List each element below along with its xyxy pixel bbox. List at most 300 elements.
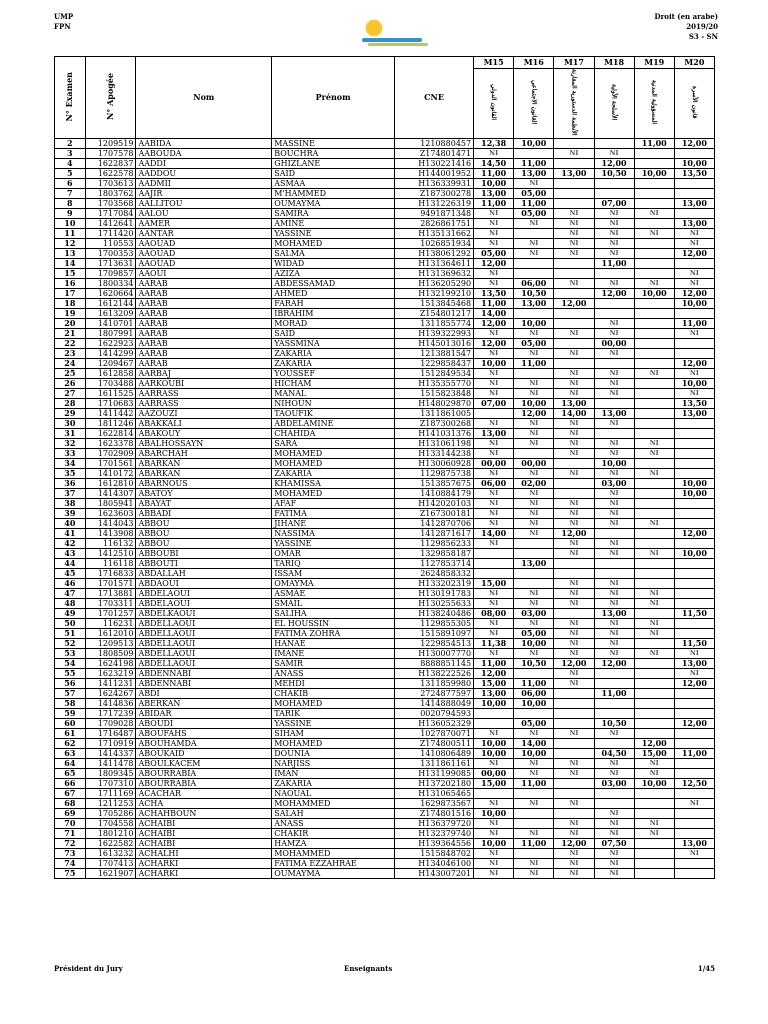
cell-m15: NI (474, 238, 514, 248)
cell-cne: 1515891097 (395, 628, 474, 638)
cell-m17: NI (554, 758, 594, 768)
cell-prenom: IBRAHIM (272, 308, 395, 318)
cell-m15: 14,50 (474, 158, 514, 168)
cell-m15: 10,00 (474, 748, 514, 758)
cell-m16: 06,00 (514, 688, 554, 698)
cell-m18 (594, 568, 634, 578)
cell-exam-number: 37 (55, 488, 86, 498)
cell-apogee-number: 1709857 (85, 268, 136, 278)
table-row (55, 548, 715, 558)
cell-m20 (674, 738, 714, 748)
cell-nom: ABDI (136, 688, 272, 698)
cell-prenom: SAMIR (272, 658, 395, 668)
cell-m16: 13,00 (514, 298, 554, 308)
cell-m19 (634, 328, 674, 338)
table-row (55, 218, 715, 228)
cell-apogee-number: 1717239 (85, 708, 136, 718)
cell-m15: NI (474, 518, 514, 528)
cell-m16 (514, 258, 554, 268)
cell-exam-number: 53 (55, 648, 86, 658)
cell-m20 (674, 588, 714, 598)
header-module-label: الأسلحة الأولية (594, 69, 634, 139)
cell-nom: ABARNOUS (136, 478, 272, 488)
cell-m20 (674, 438, 714, 448)
cell-m20 (674, 428, 714, 438)
cell-m19 (634, 198, 674, 208)
cell-exam-number: 10 (55, 218, 86, 228)
cell-m19 (634, 248, 674, 258)
cell-m20: 12,00 (674, 288, 714, 298)
cell-m15: 11,00 (474, 168, 514, 178)
cell-apogee-number: 1623603 (85, 508, 136, 518)
cell-m16 (514, 808, 554, 818)
cell-exam-number: 26 (55, 378, 86, 388)
cell-apogee-number: 1703311 (85, 598, 136, 608)
cell-m19: 12,00 (634, 738, 674, 748)
cell-cne: H136052329 (395, 718, 474, 728)
cell-exam-number: 17 (55, 288, 86, 298)
cell-m20: 13,00 (674, 198, 714, 208)
cell-exam-number: 56 (55, 678, 86, 688)
cell-m16: 11,00 (514, 678, 554, 688)
cell-m17: NI (554, 868, 594, 878)
cell-cne: H138222526 (395, 668, 474, 678)
cell-exam-number: 8 (55, 198, 86, 208)
cell-prenom: MASSINE (272, 138, 395, 148)
cell-prenom: IMANE (272, 648, 395, 658)
cell-m16: 10,00 (514, 638, 554, 648)
cell-m18: NI (594, 238, 634, 248)
cell-m16: 12,00 (514, 408, 554, 418)
cell-nom: AARAB (136, 298, 272, 308)
cell-exam-number: 74 (55, 858, 86, 868)
cell-apogee-number: 1713881 (85, 588, 136, 598)
cell-exam-number: 46 (55, 578, 86, 588)
cell-exam-number: 40 (55, 518, 86, 528)
cell-exam-number: 67 (55, 788, 86, 798)
cell-m20 (674, 448, 714, 458)
cell-m19: NI (634, 208, 674, 218)
cell-prenom: GHIZLANE (272, 158, 395, 168)
cell-m20: 10,00 (674, 378, 714, 388)
cell-m20 (674, 538, 714, 548)
cell-prenom: TARIQ (272, 558, 395, 568)
cell-m20: 13,50 (674, 398, 714, 408)
cell-m16: NI (514, 388, 554, 398)
cell-apogee-number: 1711169 (85, 788, 136, 798)
cell-exam-number: 23 (55, 348, 86, 358)
cell-m19: NI (634, 768, 674, 778)
cell-m19: NI (634, 828, 674, 838)
cell-exam-number: 9 (55, 208, 86, 218)
cell-apogee-number: 1717084 (85, 208, 136, 218)
cell-exam-number: 6 (55, 178, 86, 188)
cell-m18: 10,00 (594, 458, 634, 468)
cell-m16: NI (514, 238, 554, 248)
logo-sun-icon (364, 18, 384, 38)
cell-exam-number: 14 (55, 258, 86, 268)
cell-prenom: SIHAM (272, 728, 395, 738)
cell-m16: NI (514, 508, 554, 518)
cell-prenom: FARAH (272, 298, 395, 308)
cell-m18: 11,00 (594, 688, 634, 698)
cell-m19: NI (634, 278, 674, 288)
cell-nom: ABDELLAOUI (136, 618, 272, 628)
cell-m16: NI (514, 868, 554, 878)
cell-nom: ABBOUTI (136, 558, 272, 568)
cell-apogee-number: 1622578 (85, 168, 136, 178)
cell-m18: 07,50 (594, 838, 634, 848)
cell-m19: NI (634, 618, 674, 628)
cell-m18: 12,00 (594, 288, 634, 298)
cell-nom: ABDELLAOUI (136, 648, 272, 658)
cell-m20 (674, 308, 714, 318)
cell-m15: 10,00 (474, 838, 514, 848)
cell-cne: H132379740 (395, 828, 474, 838)
cell-cne: H138061292 (395, 248, 474, 258)
cell-prenom: NARJISS (272, 758, 395, 768)
cell-m18: NI (594, 208, 634, 218)
cell-apogee-number: 1716487 (85, 728, 136, 738)
cell-m16: 10,00 (514, 748, 554, 758)
table-row (55, 348, 715, 358)
cell-m19: NI (634, 598, 674, 608)
cell-m19 (634, 698, 674, 708)
table-row (55, 668, 715, 678)
cell-m19 (634, 858, 674, 868)
header-module-code: M16 (514, 57, 554, 69)
cell-m19 (634, 658, 674, 668)
cell-m16: NI (514, 618, 554, 628)
table-row (55, 638, 715, 648)
cell-m20 (674, 518, 714, 528)
cell-m20: NI (674, 668, 714, 678)
cell-m18 (594, 268, 634, 278)
cell-prenom: MEHDI (272, 678, 395, 688)
cell-prenom: CHAKIR (272, 828, 395, 838)
cell-m19: NI (634, 818, 674, 828)
cell-prenom: YASSMINA (272, 338, 395, 348)
table-row (55, 518, 715, 528)
cell-exam-number: 34 (55, 458, 86, 468)
cell-m20: 12,50 (674, 778, 714, 788)
cell-nom: AADDOU (136, 168, 272, 178)
footer-teachers: Enseignants (344, 964, 393, 973)
cell-cne: 1127853714 (395, 558, 474, 568)
table-row (55, 748, 715, 758)
cell-apogee-number: 1805941 (85, 498, 136, 508)
cell-nom: ABDELLAOUI (136, 658, 272, 668)
cell-m19 (634, 398, 674, 408)
cell-m15: 10,00 (474, 698, 514, 708)
table-row (55, 258, 715, 268)
cell-m16: NI (514, 858, 554, 868)
header-module-code: M19 (634, 57, 674, 69)
cell-m18: NI (594, 448, 634, 458)
cell-m16: 10,00 (514, 398, 554, 408)
cell-m17: NI (554, 208, 594, 218)
table-row (55, 138, 715, 148)
cell-m18 (594, 188, 634, 198)
cell-cne: H148029870 (395, 398, 474, 408)
cell-m19 (634, 478, 674, 488)
cell-exam-number: 55 (55, 668, 86, 678)
cell-apogee-number: 1413908 (85, 528, 136, 538)
cell-exam-number: 59 (55, 708, 86, 718)
cell-cne: 1027870071 (395, 728, 474, 738)
cell-prenom: AZIZA (272, 268, 395, 278)
header-program (655, 12, 718, 42)
table-row (55, 458, 715, 468)
cell-m17 (554, 178, 594, 188)
cell-nom: ACACHAR (136, 788, 272, 798)
cell-cne: H138240486 (395, 608, 474, 618)
cell-m18 (594, 358, 634, 368)
cell-exam-number: 73 (55, 848, 86, 858)
cell-prenom: ABDELAMINE (272, 418, 395, 428)
cell-cne: H130191783 (395, 588, 474, 598)
cell-m20 (674, 708, 714, 718)
cell-m17: NI (554, 218, 594, 228)
cell-m19: NI (634, 548, 674, 558)
cell-m18: NI (594, 488, 634, 498)
cell-m20 (674, 338, 714, 348)
cell-m17: NI (554, 348, 594, 358)
cell-m17: NI (554, 798, 594, 808)
cell-nom: AAOUAD (136, 248, 272, 258)
cell-nom: ABDELLAOUI (136, 638, 272, 648)
cell-m16: NI (514, 598, 554, 608)
cell-m20: 13,50 (674, 168, 714, 178)
cell-m15: 14,00 (474, 308, 514, 318)
cell-m19 (634, 678, 674, 688)
cell-prenom: HAMZA (272, 838, 395, 848)
cell-nom: AARRASS (136, 388, 272, 398)
cell-m19 (634, 408, 674, 418)
cell-nom: ABBOU (136, 538, 272, 548)
cell-m18: 07,00 (594, 198, 634, 208)
cell-m20 (674, 568, 714, 578)
table-row (55, 228, 715, 238)
cell-m18: NI (594, 388, 634, 398)
table-row (55, 698, 715, 708)
cell-cne: H135355770 (395, 378, 474, 388)
cell-apogee-number: 1703568 (85, 198, 136, 208)
cell-m19 (634, 728, 674, 738)
cell-m19 (634, 848, 674, 858)
cell-nom: AABOUDA (136, 148, 272, 158)
cell-prenom: ISSAM (272, 568, 395, 578)
table-row (55, 428, 715, 438)
cell-cne: 1515823848 (395, 388, 474, 398)
cell-apogee-number: 1622814 (85, 428, 136, 438)
cell-cne: 0020794593 (395, 708, 474, 718)
cell-apogee-number: 1410172 (85, 468, 136, 478)
cell-m18 (594, 558, 634, 568)
table-row (55, 478, 715, 488)
cell-prenom: HICHAM (272, 378, 395, 388)
table-row (55, 558, 715, 568)
table-row (55, 778, 715, 788)
cell-m20 (674, 578, 714, 588)
cell-m19 (634, 148, 674, 158)
table-row (55, 158, 715, 168)
cell-apogee-number: 1703613 (85, 178, 136, 188)
cell-nom: ABDENNABI (136, 678, 272, 688)
cell-m16: 11,00 (514, 838, 554, 848)
table-row (55, 328, 715, 338)
cell-cne: H130060928 (395, 458, 474, 468)
cell-apogee-number: 1707413 (85, 858, 136, 868)
cell-m18: NI (594, 618, 634, 628)
cell-apogee-number: 1612010 (85, 628, 136, 638)
cell-m16: 10,50 (514, 658, 554, 668)
cell-m18: NI (594, 868, 634, 878)
table-row (55, 598, 715, 608)
cell-m16: 11,00 (514, 198, 554, 208)
cell-m15: NI (474, 378, 514, 388)
cell-nom: ACHAIBI (136, 818, 272, 828)
faculty-code: FPN (54, 22, 71, 31)
cell-prenom: OMAR (272, 548, 395, 558)
cell-m17: NI (554, 578, 594, 588)
cell-m15: 08,00 (474, 608, 514, 618)
cell-exam-number: 68 (55, 798, 86, 808)
cell-prenom: ZAKARIA (272, 348, 395, 358)
cell-m18 (594, 708, 634, 718)
cell-m18 (594, 668, 634, 678)
cell-prenom: CHAHIDA (272, 428, 395, 438)
cell-m15: NI (474, 438, 514, 448)
cell-m16 (514, 448, 554, 458)
cell-nom: ABIDAR (136, 708, 272, 718)
cell-nom: AAJIR (136, 188, 272, 198)
cell-m17: NI (554, 438, 594, 448)
cell-m20: 10,00 (674, 548, 714, 558)
cell-m15: 11,00 (474, 198, 514, 208)
cell-prenom: ANASS (272, 818, 395, 828)
results-table (54, 56, 715, 879)
table-row (55, 378, 715, 388)
cell-apogee-number: 1412510 (85, 548, 136, 558)
cell-m18: NI (594, 638, 634, 648)
cell-m16: 03,00 (514, 608, 554, 618)
cell-prenom: SAMIRA (272, 208, 395, 218)
cell-m20: NI (674, 228, 714, 238)
cell-nom: AADMII (136, 178, 272, 188)
cell-m17: NI (554, 518, 594, 528)
cell-apogee-number: 116132 (85, 538, 136, 548)
cell-m15: NI (474, 228, 514, 238)
cell-prenom: HANAE (272, 638, 395, 648)
table-row (55, 848, 715, 858)
cell-m16 (514, 228, 554, 238)
cell-prenom: MOHAMMED (272, 798, 395, 808)
cell-m17 (554, 358, 594, 368)
cell-apogee-number: 1209467 (85, 358, 136, 368)
cell-m19 (634, 688, 674, 698)
cell-nom: AALOU (136, 208, 272, 218)
cell-nom: AAZOUZI (136, 408, 272, 418)
cell-cne: 1512849534 (395, 368, 474, 378)
cell-apogee-number: 1809345 (85, 768, 136, 778)
footer-page-number: 1/45 (697, 964, 715, 973)
cell-m18: NI (594, 628, 634, 638)
cell-m16: NI (514, 468, 554, 478)
cell-nom: AARAB (136, 288, 272, 298)
cell-m17: NI (554, 628, 594, 638)
cell-cne: 1513857675 (395, 478, 474, 488)
cell-m19: NI (634, 468, 674, 478)
table-row (55, 808, 715, 818)
cell-apogee-number: 1612810 (85, 478, 136, 488)
cell-m18 (594, 798, 634, 808)
header-module-label: المسؤولية المدنية (634, 69, 674, 139)
cell-apogee-number: 1707310 (85, 778, 136, 788)
cell-apogee-number: 1800334 (85, 278, 136, 288)
cell-exam-number: 63 (55, 748, 86, 758)
cell-apogee-number: 116118 (85, 558, 136, 568)
cell-m17 (554, 558, 594, 568)
cell-m16 (514, 848, 554, 858)
header-module-code: M18 (594, 57, 634, 69)
cell-m19 (634, 428, 674, 438)
cell-apogee-number: 1701571 (85, 578, 136, 588)
cell-prenom: OUMAYMA (272, 868, 395, 878)
cell-cne: H130007770 (395, 648, 474, 658)
cell-nom: ABAYAT (136, 498, 272, 508)
cell-nom: ABAKKALI (136, 418, 272, 428)
cell-m19 (634, 318, 674, 328)
table-row (55, 268, 715, 278)
cell-m18: NI (594, 468, 634, 478)
cell-m17 (554, 808, 594, 818)
cell-m15: NI (474, 218, 514, 228)
cell-apogee-number: 1711420 (85, 228, 136, 238)
cell-exam-number: 32 (55, 438, 86, 448)
header-module-label: القانون الاجتماعي (514, 69, 554, 139)
cell-m18: 00,00 (594, 338, 634, 348)
cell-m20: 12,00 (674, 718, 714, 728)
cell-m15: NI (474, 728, 514, 738)
cell-apogee-number: 1807991 (85, 328, 136, 338)
cell-nom: ABDELLAOUI (136, 628, 272, 638)
cell-m15: 12,00 (474, 258, 514, 268)
cell-m18: 03,00 (594, 478, 634, 488)
table-row (55, 738, 715, 748)
cell-m20: NI (674, 328, 714, 338)
cell-m18: NI (594, 768, 634, 778)
cell-apogee-number: 1704558 (85, 818, 136, 828)
cell-m19 (634, 788, 674, 798)
cell-cne: H136379720 (395, 818, 474, 828)
cell-nom: ABDENNABI (136, 668, 272, 678)
cell-nom: AARRASS (136, 398, 272, 408)
cell-m17: NI (554, 548, 594, 558)
cell-prenom: YOUSSEF (272, 368, 395, 378)
cell-m17 (554, 708, 594, 718)
cell-m17: NI (554, 228, 594, 238)
cell-prenom: SALIHA (272, 608, 395, 618)
cell-apogee-number: 1803762 (85, 188, 136, 198)
table-row (55, 238, 715, 248)
cell-m19: NI (634, 438, 674, 448)
logo-wave-blue (362, 38, 422, 42)
cell-apogee-number: 1613232 (85, 848, 136, 858)
cell-cne: 1129856233 (395, 538, 474, 548)
cell-cne: H136339931 (395, 178, 474, 188)
cell-m15: 13,00 (474, 188, 514, 198)
